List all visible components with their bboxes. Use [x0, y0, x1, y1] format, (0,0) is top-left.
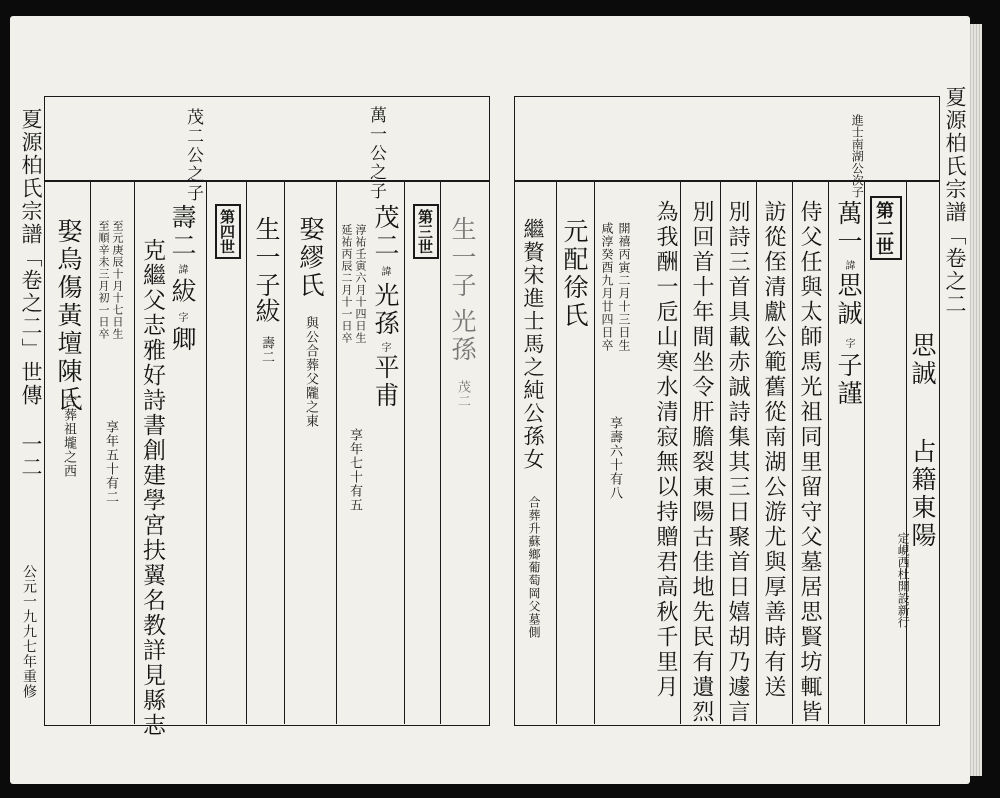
- gen2-hui: 諱: [843, 260, 854, 270]
- right-header-rule: [514, 180, 940, 182]
- gen2-ancestry: 進士南湖公次子: [850, 114, 865, 198]
- bio-col-4: 別回首十年間坐令肝膽裂東陽古佳地先民有遺烈: [689, 200, 714, 725]
- left-page: [10, 16, 500, 784]
- gen2-age: 享壽六十有八: [607, 416, 622, 500]
- left-margin-title: 夏源柏氏宗譜「卷之二」世傳 一二: [19, 108, 43, 479]
- gen3-wife-note: 與公合葬父隴之東: [303, 316, 318, 428]
- col-rule: [440, 182, 441, 724]
- gen3-child-count: 生一子: [252, 216, 281, 300]
- gen2-death: 咸淳癸酉九月廿四日卒: [600, 222, 614, 352]
- gen3-birth: 淳祐壬寅六月十四日生: [354, 224, 367, 344]
- overflow-child-count: 生一子: [448, 216, 477, 300]
- left-margin-bottom: 公元一九九七年重修: [21, 564, 37, 699]
- gen4-name: 壽二: [168, 204, 197, 260]
- gen4-wife-note: 合葬祖壠之西: [61, 394, 76, 478]
- gen2-label: 第二世: [870, 196, 902, 260]
- gen2-burial: 合葬升蘇鄉葡萄岡父墓側: [527, 496, 541, 639]
- gen2-wife-detail: 繼贅宋進士馬之純公孫女: [521, 218, 545, 471]
- gen4-biography: 克繼父志雅好詩書創建學宮扶翼名教詳見縣志: [139, 238, 165, 738]
- gen4-death: 至順辛未三月初一日卒: [97, 220, 110, 340]
- gen3-name: 茂二: [371, 204, 400, 260]
- col-rule: [864, 182, 865, 724]
- gen4-zi-name: 卿: [168, 326, 197, 354]
- gen3-child-rank: 壽二: [259, 336, 274, 364]
- gen2-hui-name: 思誠: [834, 272, 863, 328]
- bio-col-3: 別詩三首具載赤誠詩集其三日聚首日嬉胡乃遽言: [725, 200, 750, 725]
- col-rule: [404, 182, 405, 724]
- page-edges: [968, 24, 982, 776]
- col-rule: [906, 182, 907, 724]
- gen4-age: 享年五十有二: [103, 420, 118, 504]
- gen4-hui-name: 紱: [168, 278, 197, 306]
- col-rule: [792, 182, 793, 724]
- gen4-label: 第四世: [215, 204, 241, 259]
- bio-col-1: 侍父任與太師馬光祖同里留守父墓居思賢坊輒皆: [797, 200, 822, 725]
- gen4-wife: 娶烏傷黃壇陳氏: [54, 218, 83, 414]
- bio-col-5: 為我酬一卮山寒水清寂無以持贈君高秋千里月: [653, 200, 678, 700]
- col-rule: [246, 182, 247, 724]
- col-rule: [680, 182, 681, 724]
- col-rule: [336, 182, 337, 724]
- col-rule: [828, 182, 829, 724]
- gen3-hui-name: 光孫: [371, 282, 400, 338]
- gen2-name: 萬一: [834, 200, 863, 256]
- gen3-age: 享年七十有五: [347, 428, 362, 512]
- gen3-hui: 諱: [379, 266, 390, 276]
- col-rule: [284, 182, 285, 724]
- left-page-frame: [44, 96, 490, 726]
- header-origin: 占籍東陽: [908, 438, 937, 550]
- overflow-child-name: 光孫: [448, 308, 477, 364]
- gen3-child-name: 紱: [252, 298, 281, 326]
- gen3-zi-name: 平甫: [371, 354, 400, 410]
- gen2-wife: 元配徐氏: [560, 218, 589, 330]
- header-person-name: 思誠: [908, 332, 937, 388]
- right-page: [500, 16, 970, 784]
- right-margin-title: 夏源柏氏宗譜「卷之二: [943, 86, 967, 316]
- gen2-zi: 字: [843, 338, 854, 348]
- col-rule: [134, 182, 135, 724]
- gen2-zi-name: 子謹: [834, 352, 863, 408]
- gen2-birth: 開禧丙寅二月十三日生: [617, 222, 631, 352]
- col-rule: [206, 182, 207, 724]
- bio-col-2: 訪從侄清獻公範舊從南湖公游尤與厚善時有送: [761, 200, 786, 700]
- col-rule: [594, 182, 595, 724]
- gen4-hui: 諱: [176, 264, 187, 274]
- overflow-child-rank: 茂二: [455, 380, 470, 408]
- gen4-birth: 至元庚辰十月十七日生: [111, 220, 124, 340]
- gen3-label: 第三世: [413, 204, 439, 259]
- gen3-zi: 字: [379, 342, 390, 352]
- gen3-wife: 娶繆氏: [296, 216, 325, 300]
- gen4-zi: 字: [176, 312, 187, 322]
- gen3-death: 延祐丙辰二月十一日卒: [340, 224, 353, 344]
- gen4-ancestry: 茂二公之子: [183, 108, 203, 203]
- col-rule: [720, 182, 721, 724]
- col-rule: [90, 182, 91, 724]
- gen3-ancestry: 萬一公之子: [366, 106, 386, 201]
- col-rule: [756, 182, 757, 724]
- left-header-rule: [44, 180, 490, 182]
- col-rule: [556, 182, 557, 724]
- header-origin-note: 定峴西杜開設新行: [896, 532, 911, 628]
